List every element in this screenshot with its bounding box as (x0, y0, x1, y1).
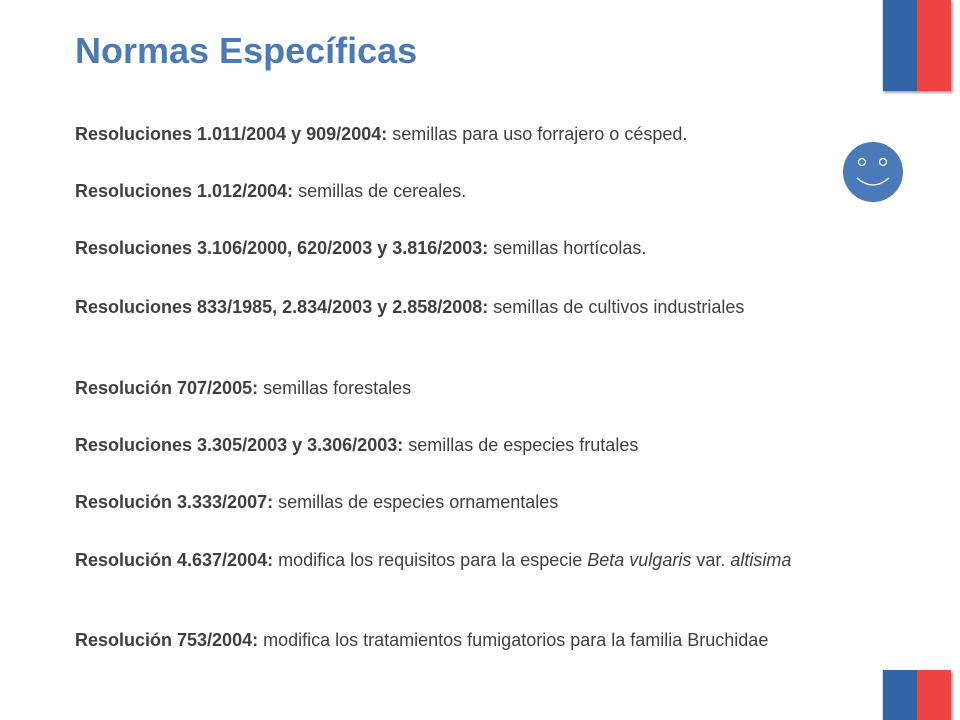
resolution-label: Resoluciones 3.305/2003 y 3.306/2003: (75, 435, 404, 455)
resolution-description: semillas de cultivos industriales (488, 297, 745, 317)
variety-name: altisima (730, 550, 792, 570)
resolution-description: semillas para uso forrajero o césped. (387, 124, 688, 144)
list-item (75, 181, 835, 202)
resolution-label: Resolución 753/2004: (75, 630, 259, 650)
flag-blue-stripe (883, 670, 917, 720)
resolution-description: semillas forestales (258, 378, 412, 398)
chile-flag-icon (882, 0, 951, 91)
list-item (75, 378, 835, 399)
list-item (75, 124, 835, 145)
resolution-description: semillas hortícolas. (488, 238, 647, 258)
list-item (75, 492, 835, 513)
resolution-label: Resolución 707/2005: (75, 378, 259, 398)
list-item (75, 297, 835, 318)
resolution-description-cont: var. (691, 550, 731, 570)
chile-flag-icon (882, 670, 951, 720)
page-title: Normas Específicas (75, 30, 418, 71)
flag-red-stripe (917, 0, 951, 91)
resolution-label: Resoluciones 1.012/2004: (75, 181, 294, 201)
resolution-label: Resoluciones 1.011/2004 y 909/2004: (75, 124, 388, 144)
flag-red-stripe (917, 670, 951, 720)
species-name: Beta vulgaris (587, 550, 692, 570)
resolution-description: semillas de especies frutales (403, 435, 639, 455)
resolution-description: modifica los requisitos para la especie (273, 550, 588, 570)
resolution-label: Resolución 3.333/2007: (75, 492, 274, 512)
resolution-label: Resoluciones 833/1985, 2.834/2003 y 2.858/2008: (75, 297, 489, 317)
list-item (75, 238, 835, 259)
list-item (75, 550, 835, 571)
resolution-description: modifica los tratamientos fumigatorios para la familia Bruchidae (258, 630, 769, 650)
list-item (75, 435, 835, 456)
resolution-label: Resolución 4.637/2004: (75, 550, 274, 570)
flag-blue-stripe (883, 0, 917, 91)
resolution-description: semillas de cereales. (293, 181, 467, 201)
smiley-face-icon (843, 142, 903, 202)
list-item (75, 630, 835, 651)
resolution-label: Resoluciones 3.106/2000, 620/2003 y 3.816/2003: (75, 238, 489, 258)
resolution-description: semillas de especies ornamentales (273, 492, 559, 512)
